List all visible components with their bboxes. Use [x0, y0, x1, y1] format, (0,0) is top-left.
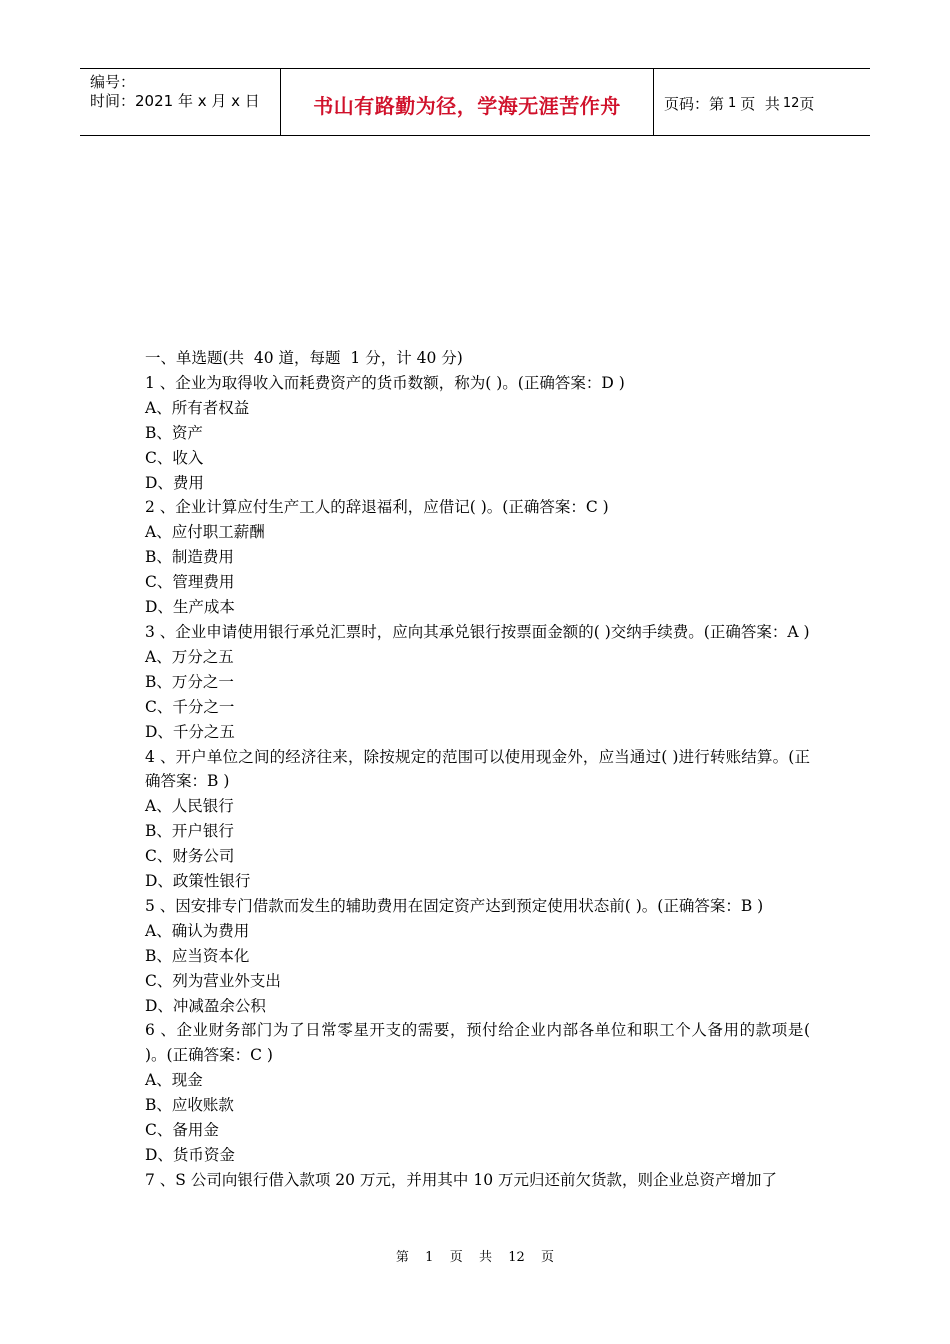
- page-total: 12: [782, 95, 800, 111]
- answer-option: D、生产成本: [145, 598, 235, 617]
- answer-option: D、千分之五: [145, 722, 235, 741]
- answer-option: A、人民银行: [145, 797, 234, 816]
- question-stem: 3 、企业申请使用银行承兑汇票时，应向其承兑银行按票面金额的( )交纳手续费。(正确答案：A ): [145, 622, 810, 641]
- page-footer: 第 1 页 共 12 页: [395, 1250, 555, 1265]
- page-label: 页码：第: [664, 94, 725, 113]
- answer-option: B、制造费用: [145, 548, 234, 567]
- header-page-info: [654, 69, 870, 135]
- motto: 书山有路勤为径，学海无涯苦作舟: [313, 93, 621, 118]
- question-stem: 1 、企业为取得收入而耗费资产的货币数额，称为( )。(正确答案：D ): [145, 373, 625, 392]
- answer-option: C、列为营业外支出: [145, 971, 281, 990]
- question-stem: 2 、企业计算应付生产工人的辞退福利，应借记( )。(正确答案：C ): [145, 498, 609, 517]
- answer-option: B、万分之一: [145, 672, 234, 691]
- date-label: 时间：2021 年 x 月 x 日: [90, 92, 260, 110]
- serial-label: 编号：: [90, 73, 136, 91]
- answer-option: D、费用: [145, 473, 204, 492]
- answer-option: B、应收账款: [145, 1096, 234, 1115]
- document-header: [80, 68, 870, 136]
- page-mid: 页 共: [740, 94, 780, 113]
- header-motto-cell: [281, 69, 654, 135]
- question-list: [145, 371, 810, 1193]
- answer-option: B、应当资本化: [145, 946, 250, 965]
- answer-option: A、现金: [145, 1071, 203, 1090]
- answer-option: C、千分之一: [145, 697, 235, 716]
- answer-option: A、万分之五: [145, 647, 234, 666]
- section-title: 一、单选题(共 40 道，每题 1 分，计 40 分): [145, 349, 463, 367]
- answer-option: A、所有者权益: [145, 398, 250, 417]
- answer-option: C、收入: [145, 448, 204, 467]
- question-stem: 5 、因安排专门借款而发生的辅助费用在固定资产达到预定使用状态前( )。(正确答案：B ): [145, 896, 764, 915]
- answer-option: D、冲减盈余公积: [145, 996, 266, 1015]
- answer-option: B、开户银行: [145, 822, 234, 841]
- answer-option: C、财务公司: [145, 847, 235, 866]
- answer-option: B、资产: [145, 423, 203, 442]
- header-meta: [80, 69, 281, 135]
- answer-option: C、备用金: [145, 1121, 219, 1140]
- answer-option: A、应付职工薪酬: [145, 523, 265, 542]
- page-end: 页: [799, 94, 815, 113]
- answer-option: D、政策性银行: [145, 872, 251, 891]
- question-stem: 4 、开户单位之间的经济往来，除按规定的范围可以使用现金外，应当通过( )进行转账结算。(正确答案：B ): [145, 747, 810, 791]
- answer-option: C、管理费用: [145, 573, 235, 592]
- question-stem: 6 、企业财务部门为了日常零星开支的需要，预付给企业内部各单位和职工个人备用的款项是( )。(正确答案：C ): [145, 1021, 810, 1065]
- page-number: 1: [728, 95, 737, 111]
- answer-option: A、确认为费用: [145, 921, 250, 940]
- question-stem: 7 、S 公司向银行借入款项 20 万元，并用其中 10 万元归还前欠货款，则企业总资产增加了: [145, 1170, 777, 1189]
- document-body: [145, 346, 810, 1193]
- answer-option: D、货币资金: [145, 1146, 235, 1164]
